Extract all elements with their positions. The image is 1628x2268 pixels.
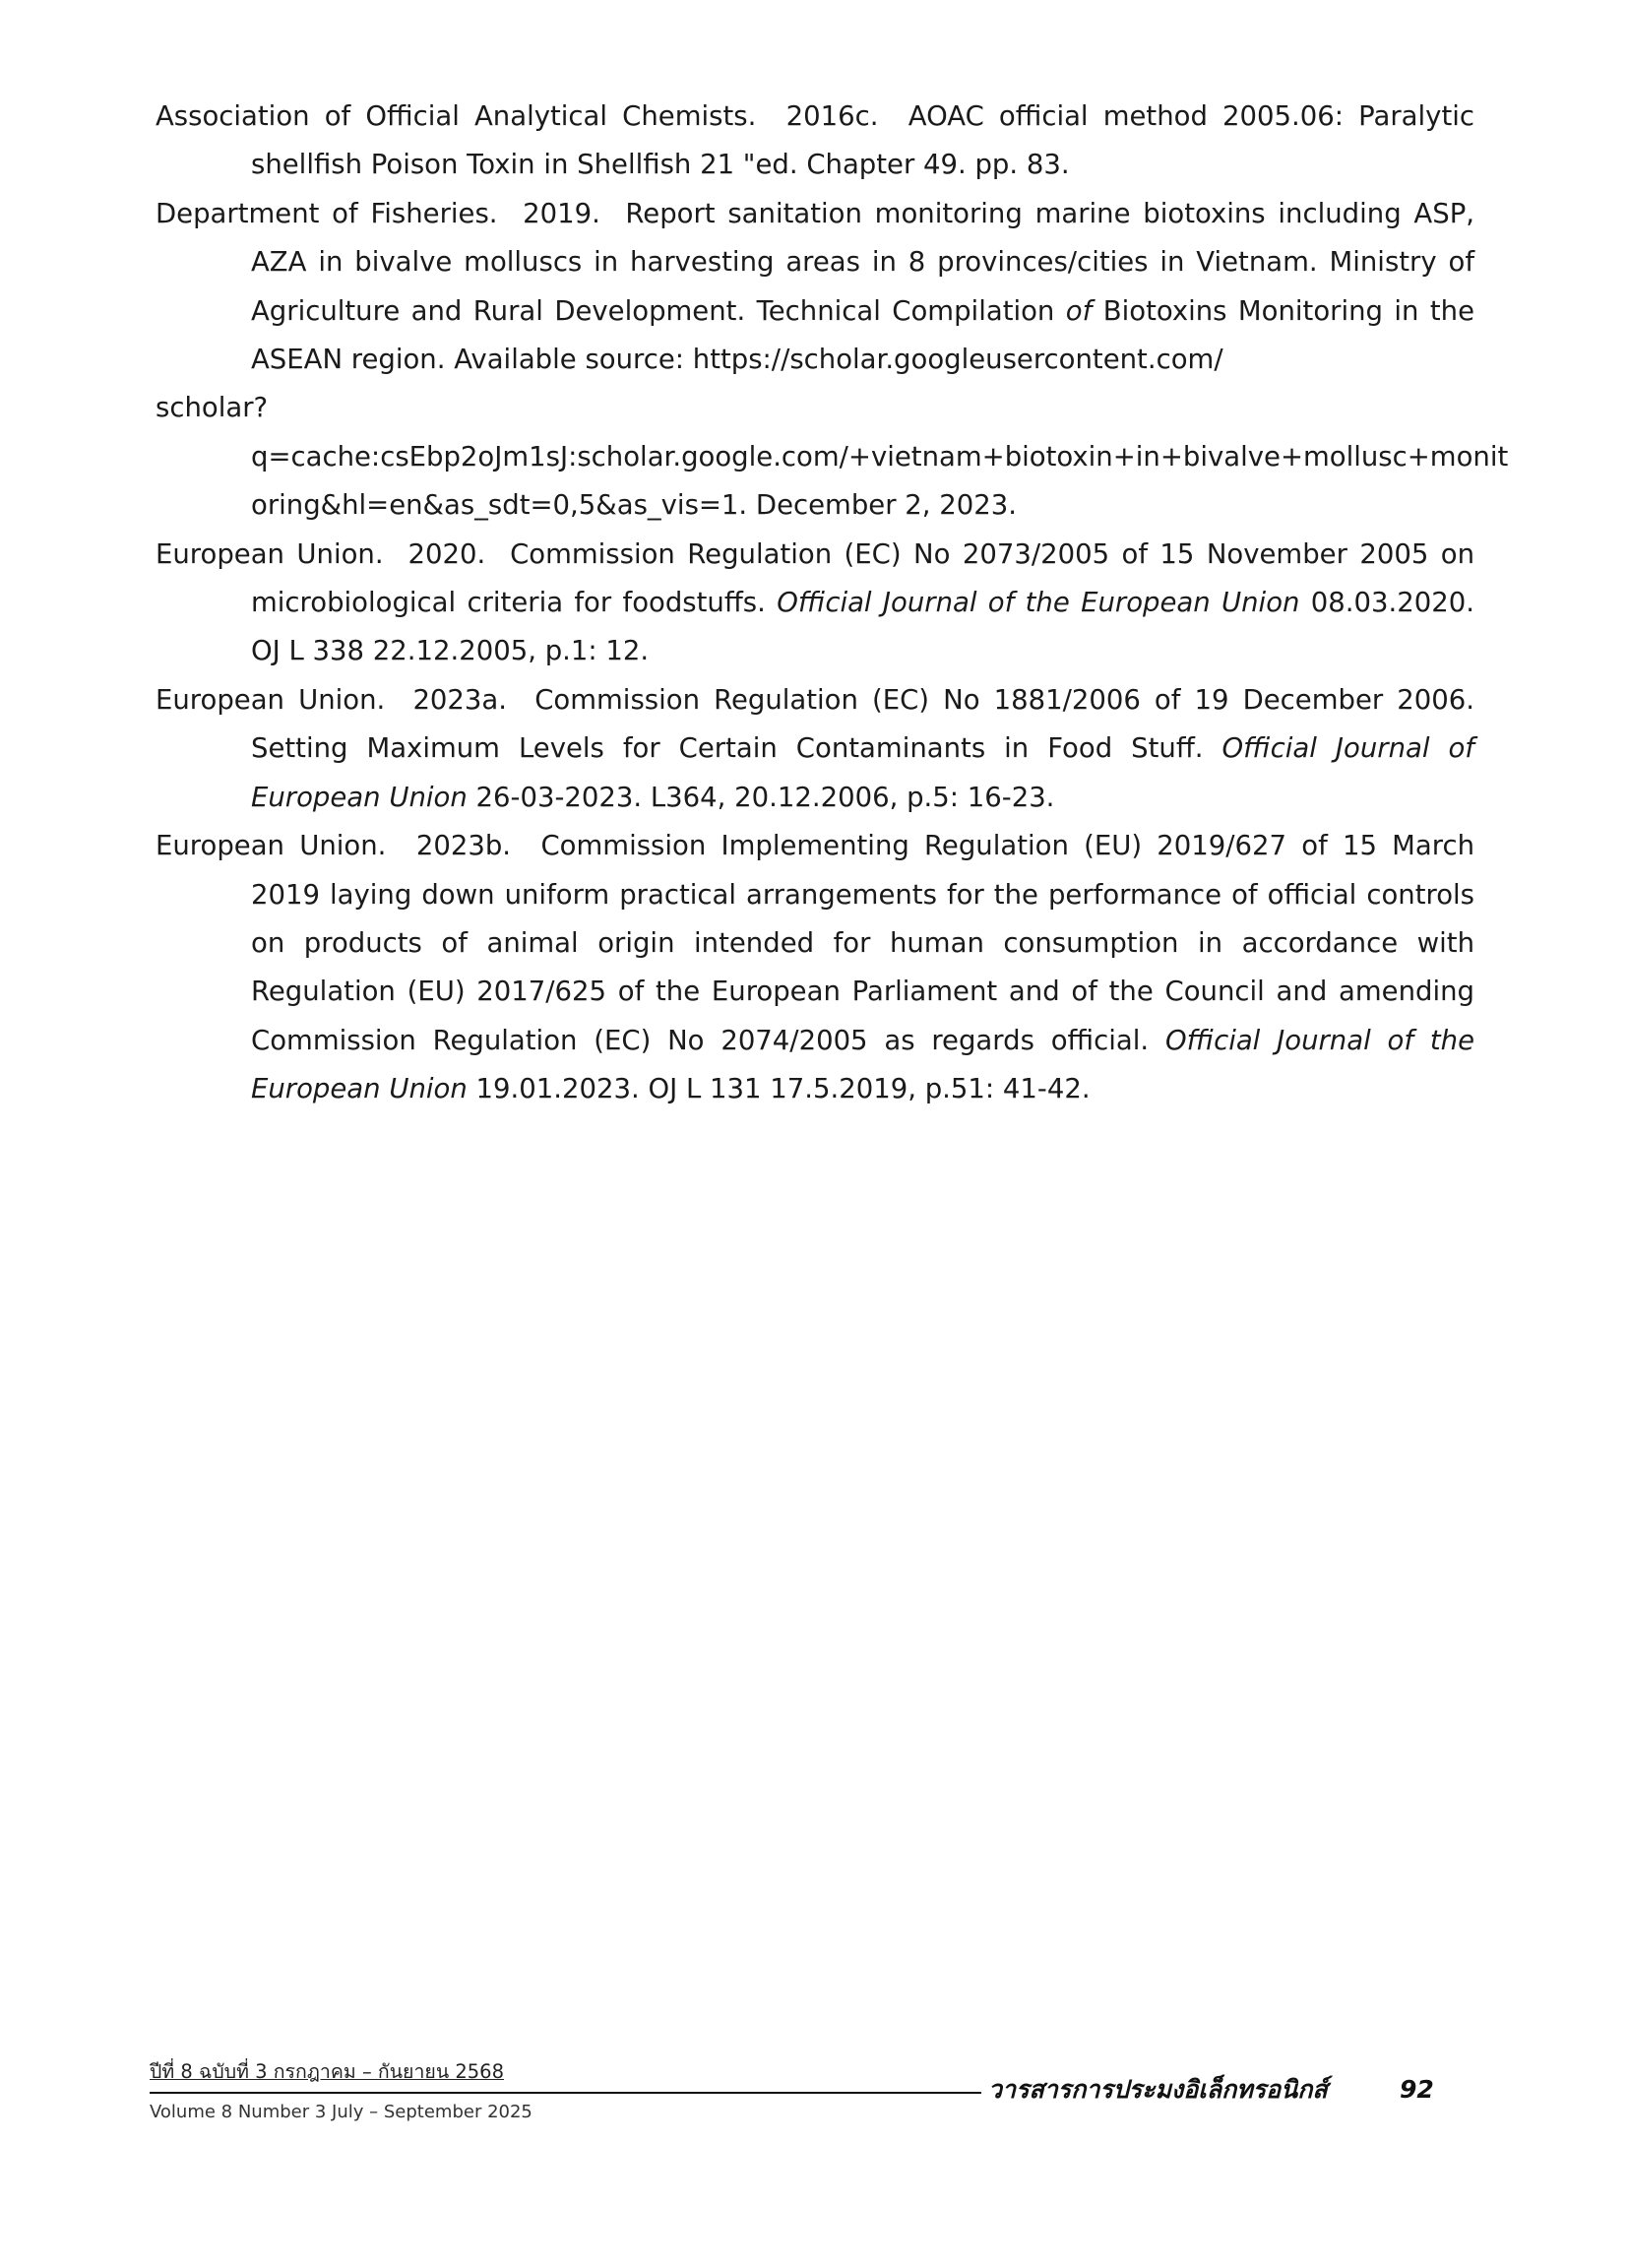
reference-entry [156, 93, 1474, 190]
reference-journal: Official Journal of European Union [251, 732, 1474, 813]
reference-author: Association of Official Analytical Chemists. [156, 100, 757, 132]
reference-entry [156, 676, 1474, 822]
reference-text: AOAC official method 2005.06: Paralytic shellfish Poison Toxin in Shellfish 21 "ed. Chapter 49. pp. 83. [251, 100, 1474, 181]
reference-year: 2023b. [415, 830, 512, 862]
reference-year: 2023a. [412, 683, 508, 716]
reference-text-after: 26-03-2023. L364, 20.12.2006, p.5: 16-23. [475, 781, 1055, 813]
reference-author: European Union. [156, 683, 386, 716]
reference-text-after: 19.01.2023. OJ L 131 17.5.2019, p.51: 41-42. [475, 1073, 1091, 1105]
reference-journal: Official Journal of the European Union [777, 587, 1300, 619]
reference-year: 2020. [407, 537, 486, 570]
reference-author: European Union. [156, 537, 384, 570]
reference-text: Report sanitation monitoring marine biotoxins including ASP, AZA in bivalve molluscs in harvesting areas in 8 provinces/cities in Vietnam. Ministry of Agriculture and Rural Development. Technical Compilation [251, 197, 1475, 327]
reference-author: Department of Fisheries. [156, 197, 498, 229]
reference-journal: Official Journal of the European Union [251, 1024, 1474, 1105]
reference-text-after: 08.03.2020. OJ L 338 22.12.2005, p.1: 12. [251, 587, 1474, 667]
reference-text: Commission Regulation (EC) No 1881/2006 of 19 December 2006. Setting Maximum Levels for Certain Contaminants in Food Stuff. [251, 683, 1474, 765]
reference-url-tail: oring&hl=en&as_sdt=0,5&as_vis=1. December 2, 2023. [251, 489, 1017, 522]
reference-list [156, 93, 1509, 1114]
footer-divider [150, 2092, 981, 2094]
reference-url-continuation: scholar?q=cache:csEbp2oJm1sJ:scholar.google.com/+vietnam+biotoxin+in+bivalve+mollusc+monit [156, 392, 1509, 472]
footer-journal-name: วารสารการประมงอิเล็กทรอนิกส์ [988, 2075, 1328, 2104]
reference-text-italic: of [1065, 294, 1093, 327]
reference-entry [156, 190, 1509, 531]
reference-author: European Union. [156, 830, 387, 862]
reference-entry [156, 531, 1474, 676]
reference-text-after: Biotoxins Monitoring in the ASEAN region. Available source: https://scholar.googleusercontent.com/ [251, 294, 1474, 376]
reference-text: Commission Regulation (EC) No 2073/2005 of 15 November 2005 on microbiological criteria for foodstuffs. [251, 537, 1474, 619]
reference-entry [156, 822, 1474, 1113]
reference-text: Commission Implementing Regulation (EU) 2019/627 of 15 March 2019 laying down uniform practical arrangements for the performance of official controls on products of animal origin intended for human consumption in accordance with Regulation (EU) 2017/625 of the European Parliament and of the Council and amending Commission Regulation (EC) No 2074/2005 as regards official. [251, 830, 1475, 1056]
page-number: 92 [1400, 2075, 1434, 2104]
reference-year: 2016c. [785, 100, 879, 132]
footer-issue-thai: ปีที่ 8 ฉบับที่ 3 กรกฎาคม – กันยายน 2568 [150, 2060, 504, 2083]
footer-issue-english: Volume 8 Number 3 July – September 2025 [150, 2102, 532, 2122]
reference-year: 2019. [523, 197, 600, 229]
